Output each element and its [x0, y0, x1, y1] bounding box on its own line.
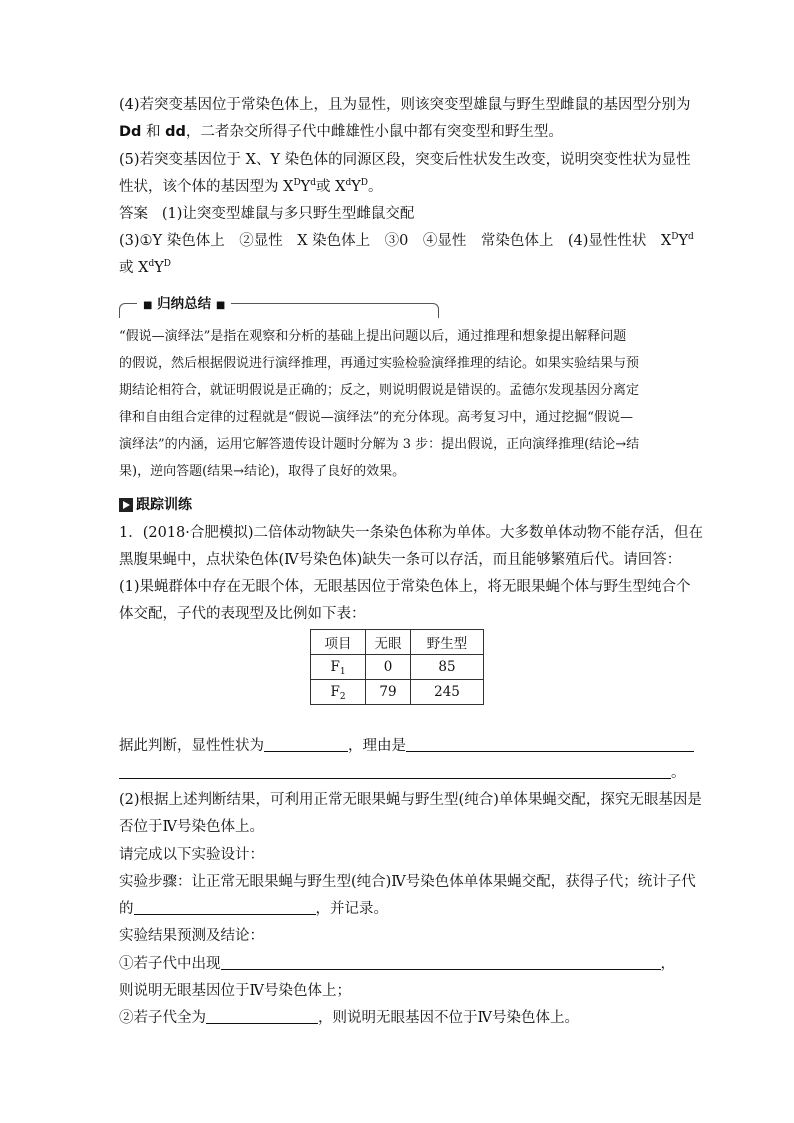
- q1-line15: [119, 1008, 579, 1028]
- answer-blank[interactable]: [119, 764, 671, 779]
- summary-title: [137, 295, 231, 315]
- sup: d: [688, 232, 694, 242]
- sup: D: [671, 232, 679, 242]
- dot-icon: ■: [143, 300, 153, 311]
- sup: d: [310, 178, 316, 188]
- results-table: [310, 629, 484, 705]
- summary-line: 的假说，然后根据假说进行演绎推理，再通过实验检验演绎推理的结论。如果实验结果与预: [119, 356, 640, 371]
- answer-text1: (1)让突变型雄鼠与多只野生型雌鼠交配: [161, 206, 415, 222]
- answer-blank[interactable]: [264, 737, 348, 752]
- table-cell: [311, 680, 366, 705]
- table-cell: 85: [411, 655, 484, 680]
- sub: 1: [339, 667, 346, 677]
- play-triangle-icon: [119, 498, 133, 512]
- table-header: 项目: [311, 630, 366, 655]
- answer-text2b: Y: [678, 233, 689, 249]
- sub: 2: [339, 692, 346, 702]
- q1-text: 据此判断，显性性状为: [119, 738, 264, 754]
- q1-text: ①若子代中出现: [119, 956, 221, 972]
- answer-text2: (3)①Y 染色体上 ②显性 X 染色体上 ③0 ④显性 常染色体上 (4)显性性状 X: [119, 233, 672, 249]
- table-cell: [311, 655, 366, 680]
- summary-line: 演绎法”的内涵，运用它解答遗传设计题时分解为 3 步：提出假说，正向演绎推理(结论→结: [119, 437, 640, 452]
- answer-blank[interactable]: [206, 1009, 318, 1024]
- q1-text: ，并记录。: [315, 901, 388, 917]
- q1-line11: [119, 899, 388, 919]
- q1-text: ②若子代全为: [119, 1010, 206, 1026]
- table-row: [311, 655, 484, 680]
- answer-blank[interactable]: [221, 955, 661, 970]
- q1-text: 的: [119, 901, 134, 917]
- answer-blank[interactable]: [406, 737, 694, 752]
- summary-line: “假说—演绎法”是指在观察和分析的基础上提出问题以后，通过推理和想象提出解释问题: [119, 329, 627, 344]
- sup: d: [148, 259, 155, 269]
- p4-and: 和: [141, 124, 166, 140]
- p5-line1: (5)若突变基因位于 X、Y 染色体的同源区段，突变后性状发生改变，说明突变性状为显性: [119, 152, 691, 168]
- p5-text-d: Y: [351, 179, 361, 195]
- answer-text3b: Y: [154, 260, 164, 276]
- summary-line: 期结论相符合，就证明假说是正确的；反之，则说明假说是错误的。孟德尔发现基因分离定: [119, 383, 640, 398]
- table-header-row: [311, 630, 484, 655]
- table-header: 野生型: [411, 630, 484, 655]
- q1-line9: 请完成以下实验设计：: [119, 847, 264, 863]
- section-title: 跟踪训练: [136, 497, 192, 513]
- table-header: 无眼: [366, 630, 411, 655]
- table-cell: 79: [366, 680, 411, 705]
- q1-line5: [119, 736, 694, 756]
- answer-line3: [119, 258, 171, 278]
- sup: D: [360, 178, 368, 188]
- q1-text: ，则说明无眼基因不位于Ⅳ号染色体上。: [318, 1010, 579, 1026]
- p5-text-a: 性状，该个体的基因型为 X: [119, 179, 294, 195]
- q1-line7: (2)根据上述判断结果，可利用正常无眼果蝇与野生型(纯合)单体果蝇交配，探究无眼基因是: [119, 792, 702, 808]
- sup: D: [163, 259, 171, 269]
- q1-text: ，: [660, 956, 675, 972]
- sup: d: [345, 178, 352, 188]
- q1-line13: [119, 954, 675, 974]
- p4-line2: [119, 122, 563, 142]
- table-cell: 245: [411, 680, 484, 705]
- q1-line12: 实验结果预测及结论：: [119, 928, 264, 944]
- q1-line14: 则说明无眼基因位于Ⅳ号染色体上；: [119, 983, 351, 999]
- section-heading: [119, 495, 192, 515]
- q1-text: ，理由是: [348, 738, 406, 754]
- table-row: [311, 680, 484, 705]
- p5-line2: [119, 177, 383, 197]
- q1-line1: 1．(2018·合肥模拟)二倍体动物缺失一条染色体称为单体。大多数单体动物不能存活，但在: [119, 525, 704, 541]
- q1-line10: 实验步骤：让正常无眼果蝇与野生型(纯合)Ⅳ号染色体单体果蝇交配，获得子代；统计子代: [119, 874, 696, 890]
- dot-icon: ■: [215, 300, 226, 311]
- table-cell: 0: [366, 655, 411, 680]
- answer-line2: [119, 231, 694, 251]
- q1-line3: (1)果蝇群体中存在无眼个体，无眼基因位于常染色体上，将无眼果蝇个体与野生型纯合个: [119, 579, 691, 595]
- genotype-dd-hom: dd: [165, 124, 186, 140]
- sup: D: [293, 178, 301, 188]
- genotype-dd-het: Dd: [119, 124, 142, 140]
- answer-text3: 或 X: [119, 260, 149, 276]
- q1-line2: 黑腹果蝇中，点状染色体(Ⅳ号染色体)缺失一条可以存活，而且能够繁殖后代。请回答：: [119, 552, 682, 568]
- p5-text-c: 或 X: [316, 179, 346, 195]
- answer-blank[interactable]: [134, 900, 316, 915]
- answer-label: 答案: [119, 206, 148, 222]
- q1-text: 。: [671, 765, 686, 781]
- summary-line: 果)，逆向答题(结果→结论)，取得了良好的效果。: [119, 464, 406, 479]
- p4-line2-rest: ，二者杂交所得子代中雌雄性小鼠中都有突变型和野生型。: [185, 124, 563, 140]
- q1-line8: 否位于Ⅳ号染色体上。: [119, 819, 264, 835]
- generation-label: F: [330, 684, 340, 700]
- summary-title-text: 归纳总结: [157, 296, 212, 312]
- generation-label: F: [330, 659, 340, 675]
- p5-text-e: 。: [368, 179, 383, 195]
- p4-line1: (4)若突变基因位于常染色体上，且为显性，则该突变型雄鼠与野生型雌鼠的基因型分别为: [119, 97, 691, 113]
- q1-line6: [119, 763, 686, 783]
- p5-text-b: Y: [300, 179, 311, 195]
- answer-line1: [119, 204, 414, 224]
- q1-line4: 体交配，子代的表现型及比例如下表：: [119, 606, 366, 622]
- summary-line: 律和自由组合定律的过程就是“假说—演绎法”的充分体现。高考复习中，通过挖掘“假说—: [119, 410, 633, 425]
